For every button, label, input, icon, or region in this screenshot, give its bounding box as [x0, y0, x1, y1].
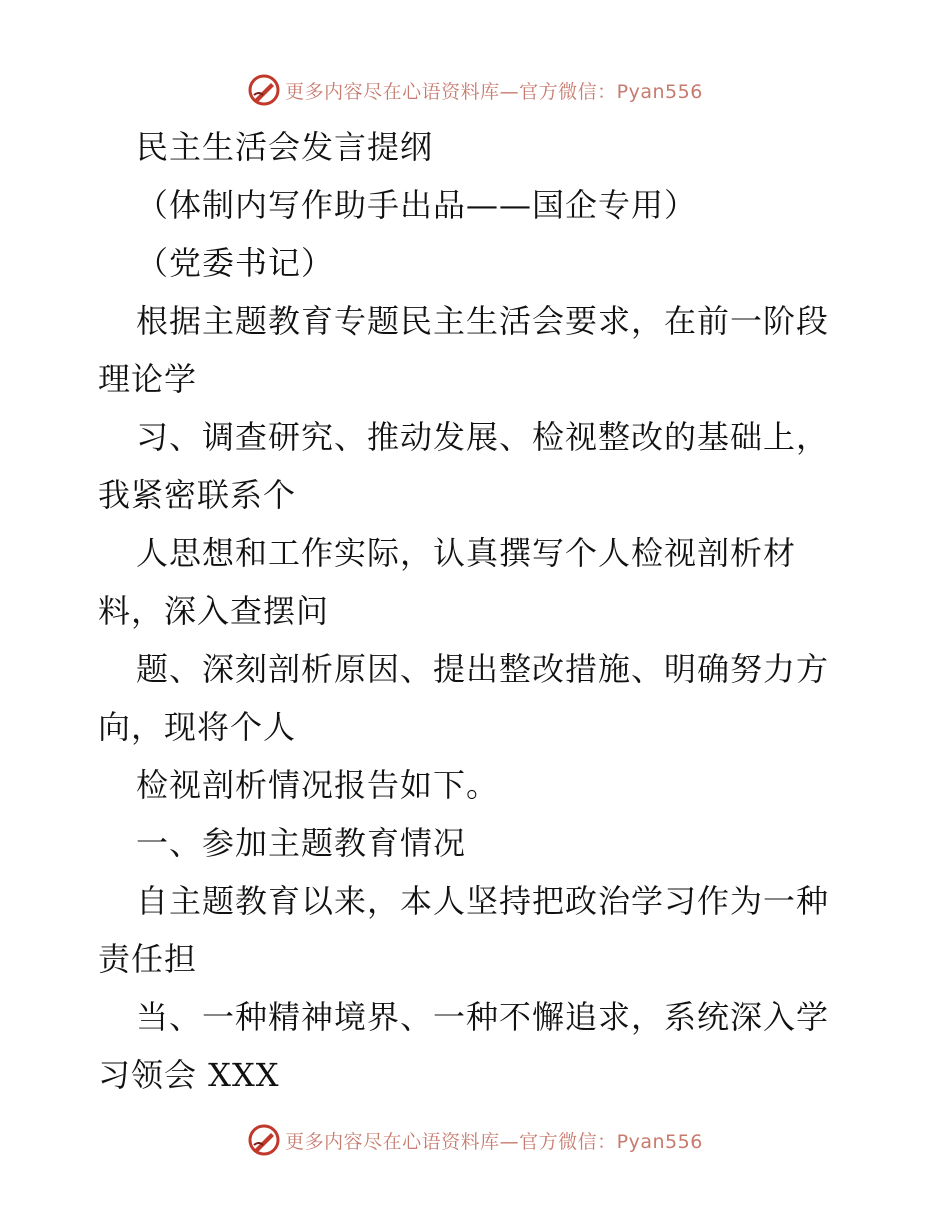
text-line: 一、参加主题教育情况 — [136, 824, 467, 862]
text-line: 我紧密联系个 — [98, 476, 297, 514]
text-line: 责任担 — [98, 940, 198, 978]
text-line: 向，现将个人 — [98, 708, 297, 746]
text-line: 民主生活会发言提纲 — [136, 128, 434, 166]
pen-logo-icon — [247, 73, 281, 107]
text-line: 料，深入查摆问 — [98, 592, 330, 630]
text-line: 自主题教育以来，本人坚持把政治学习作为一种 — [136, 882, 830, 920]
watermark-bottom — [0, 1120, 950, 1160]
pen-logo-icon — [247, 1123, 281, 1157]
text-line: 习领会 XXX — [98, 1056, 280, 1094]
text-line: （党委书记） — [136, 244, 335, 282]
text-line: 理论学 — [98, 360, 198, 398]
text-line: 检视剖析情况报告如下。 — [136, 766, 500, 804]
text-line: 根据主题教育专题民主生活会要求，在前一阶段 — [136, 302, 830, 340]
watermark-top — [0, 70, 950, 110]
watermark-text: 更多内容尽在心语资料库—官方微信：Pyan556 — [285, 1130, 703, 1153]
watermark-text: 更多内容尽在心语资料库—官方微信：Pyan556 — [285, 80, 703, 103]
text-line: 人思想和工作实际，认真撰写个人检视剖析材 — [136, 534, 797, 572]
text-line: 题、深刻剖析原因、提出整改措施、明确努力方 — [136, 650, 830, 688]
text-line: （体制内写作助手出品——国企专用） — [136, 186, 698, 224]
document-body — [98, 118, 858, 1104]
text-line: 习、调查研究、推动发展、检视整改的基础上， — [136, 418, 830, 456]
text-line: 当、一种精神境界、一种不懈追求，系统深入学 — [136, 998, 830, 1036]
